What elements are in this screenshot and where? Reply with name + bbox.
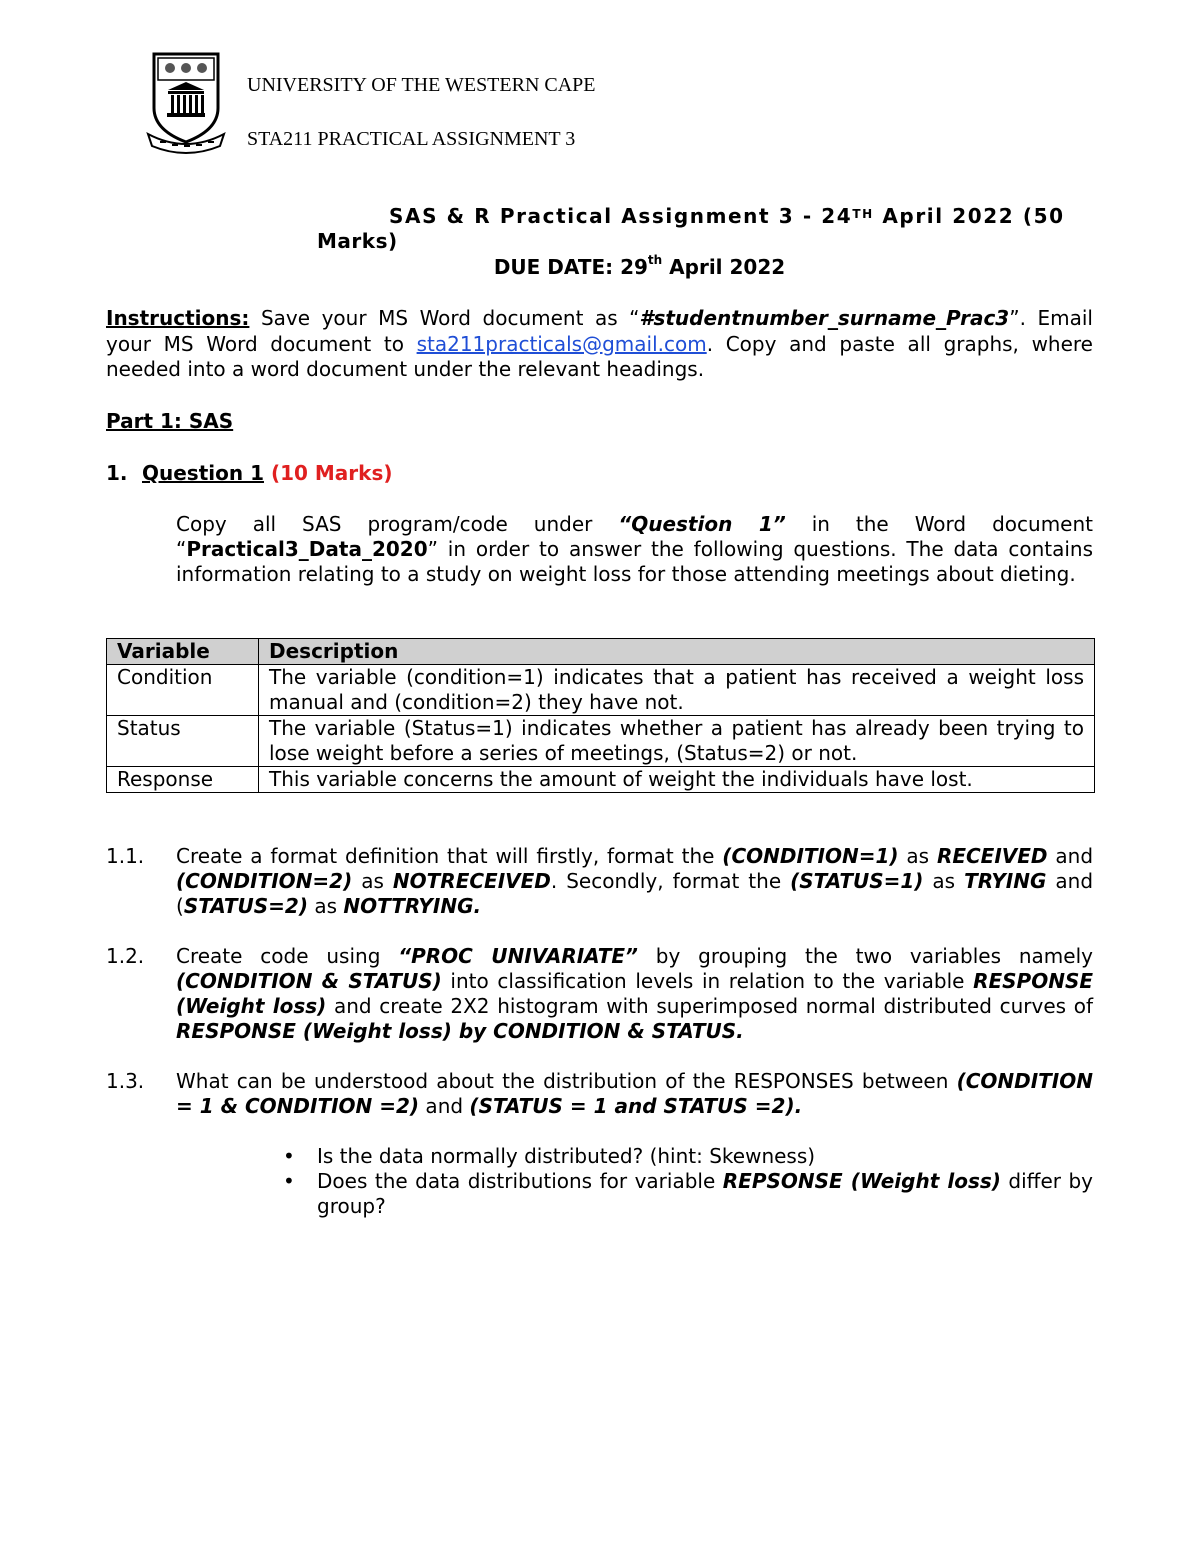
b2-a: Does the data distributions for variable [317, 1169, 723, 1193]
item-number: 1.1. [106, 844, 145, 868]
table-row [107, 767, 1095, 793]
t-i: . Secondly, format the [550, 869, 791, 893]
table-cell-variable: Condition [107, 665, 259, 716]
intro-q: “Question 1” [618, 512, 786, 536]
intro-c: ” in order to answer the following questions. The data contains information relating to a study on weight loss for those attending meetings about dieting. [176, 537, 1093, 586]
item-text [176, 844, 1093, 919]
variables-table [106, 638, 1095, 793]
item-number: 1.3. [106, 1069, 145, 1093]
bullet-text [317, 1169, 1093, 1218]
list-item [283, 1169, 1093, 1219]
instructions-text2: ”. Email your MS Word document to [106, 306, 1093, 356]
table-row [107, 716, 1095, 767]
list-item [283, 1144, 1093, 1169]
due-sup: th [647, 253, 663, 267]
b2-c: differ by group? [317, 1169, 1093, 1218]
t-b: “PROC UNIVARIATE” [398, 944, 638, 968]
t-c: as [898, 844, 937, 868]
t-a: Create a format definition that will firstly, format the [176, 844, 723, 868]
t-b: (CONDITION=1) [722, 844, 899, 868]
question1-marks: (10 Marks) [270, 461, 393, 485]
t-a: What can be understood about the distribution of the RESPONSES between [176, 1069, 957, 1093]
t-c: and [419, 1094, 470, 1118]
instructions-paragraph [106, 306, 1093, 383]
t-a: Create code using [176, 944, 399, 968]
email-link[interactable]: sta211practicals@gmail.com [416, 331, 707, 356]
t-j: (STATUS=1) [790, 869, 924, 893]
t-m: and ( [176, 869, 1094, 918]
question-item-1-3 [106, 1069, 1093, 1119]
intro-b: in the Word document “ [176, 512, 1093, 561]
question1-intro [176, 512, 1093, 587]
question-item-1-1 [106, 844, 1093, 919]
bullet-icon: • [283, 1144, 295, 1168]
t-g: as [352, 869, 393, 893]
t-f: RESPONSE (Weight loss) [176, 969, 1094, 1018]
table-cell-description: This variable concerns the amount of weight the individuals have lost. [259, 767, 1095, 793]
t-o: as [307, 894, 344, 918]
t-b: (CONDITION = 1 & CONDITION =2) [176, 1069, 1093, 1118]
instructions-label: Instructions: [106, 306, 250, 330]
university-name: UNIVERSITY OF THE WESTERN CAPE [247, 74, 596, 96]
title-line2: Marks) [317, 229, 398, 253]
item-text [176, 944, 1093, 1044]
t-d: (CONDITION & STATUS) [176, 969, 442, 993]
t-n: STATUS=2) [183, 894, 308, 918]
title-line1-a: SAS & R Practical Assignment 3 - 24 [389, 204, 853, 228]
question-item-1-2 [106, 944, 1093, 1044]
t-h: NOTRECEIVED [392, 869, 551, 893]
t-g: and create 2X2 histogram with superimposed normal distributed curves of [326, 994, 1094, 1018]
title-line1-b: April 2022 (50 [873, 204, 1065, 228]
table-header-description: Description [259, 639, 1095, 665]
table-header-row [107, 639, 1095, 665]
instructions-text3: . Copy and paste all graphs, where needed into a word document under the relevant headings. [106, 331, 1093, 381]
t-e: and [1047, 844, 1094, 868]
question1-heading [106, 461, 393, 485]
item-text [176, 1069, 1093, 1119]
table-cell-variable: Response [107, 767, 259, 793]
bullet-icon: • [283, 1169, 295, 1193]
t-p: NOTTRYING. [343, 894, 482, 918]
due-a: DUE DATE: 29 [493, 255, 648, 279]
part1-heading: Part 1: SAS [106, 409, 234, 433]
table-row [107, 665, 1095, 716]
t-d: (STATUS = 1 and STATUS =2). [469, 1094, 803, 1118]
t-e: into classification levels in relation to the variable [441, 969, 974, 993]
due-date [106, 255, 1093, 279]
title-sup: TH [852, 207, 874, 221]
question1-number: 1. [106, 461, 128, 485]
t-h: RESPONSE (Weight loss) by CONDITION & STATUS. [176, 1019, 744, 1043]
university-crest-logo [146, 50, 226, 156]
due-b: April 2022 [662, 255, 786, 279]
course-title: STA211 PRACTICAL ASSIGNMENT 3 [247, 128, 576, 150]
instructions-filename: #studentnumber_surname_Prac3 [639, 306, 1010, 330]
question1-label: Question 1 [142, 461, 264, 485]
t-d: RECEIVED [936, 844, 1048, 868]
table-cell-description: The variable (condition=1) indicates that a patient has received a weight loss manual and (condition=2) they have not. [259, 665, 1095, 716]
assignment-title [106, 204, 1093, 254]
table-cell-description: The variable (Status=1) indicates whether a patient has already been trying to lose weight before a series of meetings, (Status=2) or not. [259, 716, 1095, 767]
bullet-list [283, 1144, 1093, 1219]
bullet-text: Is the data normally distributed? (hint: Skewness) [317, 1144, 816, 1168]
b2-b: REPSONSE (Weight loss) [722, 1169, 1001, 1193]
t-l: TRYING [964, 869, 1047, 893]
intro-a: Copy all SAS program/code under [176, 512, 619, 536]
t-f: (CONDITION=2) [176, 869, 353, 893]
table-cell-variable: Status [107, 716, 259, 767]
t-k: as [923, 869, 965, 893]
t-c: by grouping the two variables namely [637, 944, 1093, 968]
instructions-text1: Save your MS Word document as “ [249, 306, 640, 330]
item-number: 1.2. [106, 944, 145, 968]
intro-file: Practical3_Data_2020 [186, 537, 428, 561]
table-header-variable: Variable [107, 639, 259, 665]
